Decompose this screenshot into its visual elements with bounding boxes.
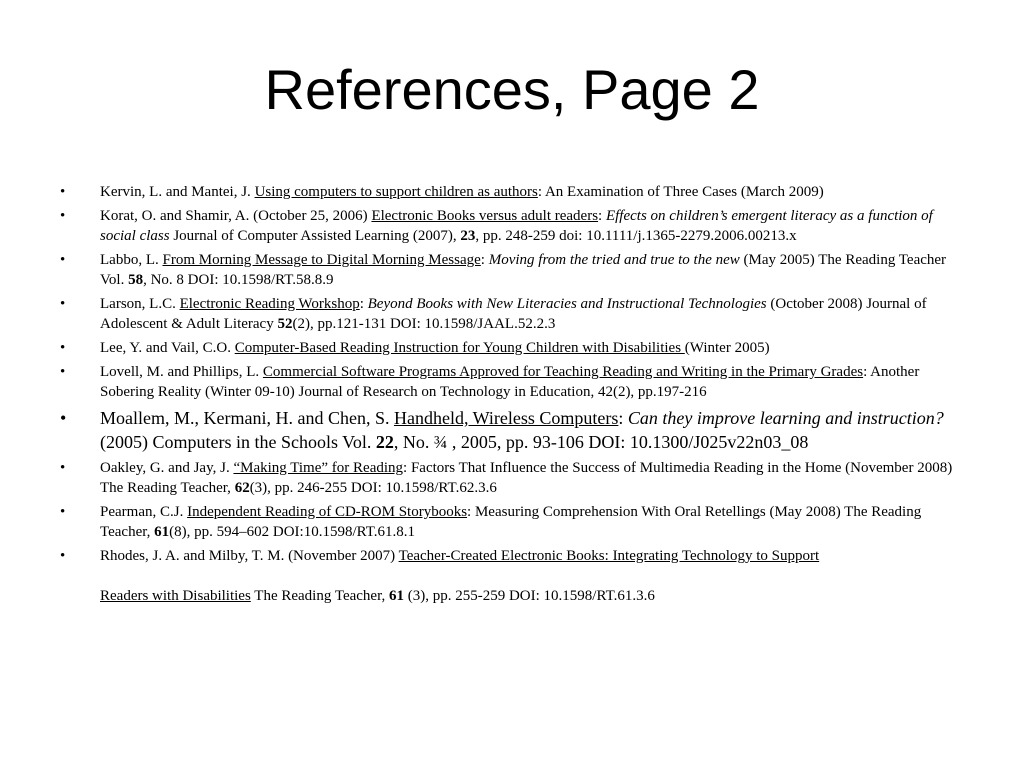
reference-text: Lovell, M. and Phillips, L.	[100, 364, 263, 380]
reference-item	[60, 406, 960, 454]
bullet-icon: •	[60, 184, 66, 200]
reference-text: , pp. 248-259 doi: 10.1111/j.1365-2279.2006.00213.x	[475, 228, 797, 244]
reference-text: (2005) Computers in the Schools Vol.	[100, 432, 376, 452]
reference-text: 22	[375, 432, 394, 452]
bullet-icon: •	[60, 252, 66, 268]
reference-text: , No. ¾ , 2005, pp. 93-106 DOI: 10.1300/J025v22n03_08	[393, 432, 809, 452]
reference-item	[60, 250, 960, 290]
line-gap	[100, 566, 960, 586]
reference-text: Rhodes, J. A. and Milby, T. M. (November 2007)	[100, 548, 399, 564]
reference-text: :	[618, 408, 628, 428]
reference-title: Teacher-Created Electronic Books: Integrating Technology to Support	[398, 548, 820, 564]
reference-text: (3), pp. 246-255 DOI: 10.1598/RT.62.3.6	[249, 480, 497, 496]
reference-text: :	[480, 252, 489, 268]
reference-text: Oakley, G. and Jay, J.	[100, 460, 234, 476]
reference-item	[60, 294, 960, 334]
bullet-icon: •	[60, 340, 66, 356]
reference-text: Larson, L.C.	[100, 296, 180, 312]
reference-item	[60, 458, 960, 498]
reference-text: : An Examination of Three Cases (March 2009)	[537, 184, 824, 200]
reference-text: (2), pp.121-131 DOI: 10.1598/JAAL.52.2.3	[292, 316, 556, 332]
reference-text: , No. 8 DOI: 10.1598/RT.58.8.9	[143, 272, 334, 288]
reference-text: :	[359, 296, 368, 312]
reference-text: 52	[277, 316, 293, 332]
reference-text: Lee, Y. and Vail, C.O.	[100, 340, 235, 356]
reference-title: Electronic Books versus adult readers	[371, 208, 599, 224]
reference-text: Kervin, L. and Mantei, J.	[100, 184, 255, 200]
reference-title: From Morning Message to Digital Morning Message	[162, 252, 481, 268]
reference-text: Can they improve learning and instruction?	[627, 408, 944, 428]
reference-text: :	[598, 208, 606, 224]
reference-text: 61	[154, 524, 170, 540]
reference-text: Pearman, C.J.	[100, 504, 188, 520]
reference-text: Moallem, M., Kermani, H. and Chen, S.	[100, 408, 394, 428]
bullet-icon: •	[60, 460, 66, 476]
reference-title: Using computers to support children as authors	[254, 184, 538, 200]
reference-item	[60, 502, 960, 542]
reference-title: Handheld, Wireless Computers	[393, 408, 619, 428]
reference-item	[60, 338, 960, 358]
reference-text: Effects on children’s emergent literacy as a function of social class	[100, 208, 933, 244]
reference-text: 61	[388, 588, 404, 604]
reference-item	[60, 546, 960, 606]
reference-item	[60, 362, 960, 402]
bullet-icon: •	[60, 296, 66, 312]
reference-title: Electronic Reading Workshop	[179, 296, 360, 312]
reference-title: Computer-Based Reading Instruction for Young Children with Disabilities	[234, 340, 685, 356]
bullet-icon: •	[60, 548, 66, 564]
reference-text: : Factors That Influence the Success of Multimedia Reading in the Home (November 2008) The Reading Teacher,	[100, 460, 953, 496]
bullet-icon: •	[60, 504, 66, 520]
reference-text: 62	[234, 480, 250, 496]
reference-text: Korat, O. and Shamir, A. (October 25, 2006)	[100, 208, 372, 224]
reference-text: Labbo, L.	[100, 252, 163, 268]
reference-text: (May 2005) The Reading Teacher Vol.	[100, 252, 947, 288]
reference-text: The Reading Teacher,	[250, 588, 389, 604]
reference-item	[60, 182, 960, 202]
bullet-icon: •	[60, 364, 66, 380]
reference-text: Moving from the tried and true to the new	[488, 252, 740, 268]
reference-title: “Making Time” for Reading	[233, 460, 404, 476]
reference-title: Commercial Software Programs Approved for Teaching Reading and Writing in the Primary Grades	[262, 364, 864, 380]
reference-item	[60, 206, 960, 246]
reference-text: Journal of Computer Assisted Learning (2007),	[169, 228, 461, 244]
reference-text: : Another Sobering Reality (Winter 09-10) Journal of Research on Technology in Education, 42(2), pp.197-216	[100, 364, 920, 400]
reference-text: (October 2008) Journal of Adolescent & Adult Literacy	[100, 296, 927, 332]
references-list	[60, 182, 960, 610]
bullet-icon: •	[60, 208, 66, 224]
reference-text: 58	[128, 272, 144, 288]
reference-title: Independent Reading of CD-ROM Storybooks	[187, 504, 468, 520]
bullet-icon: •	[60, 408, 67, 428]
reference-text: : Measuring Comprehension With Oral Retellings (May 2008) The Reading Teacher,	[100, 504, 922, 540]
reference-text: Beyond Books with New Literacies and Instructional Technologies	[367, 296, 767, 312]
reference-text: (3), pp. 255-259 DOI: 10.1598/RT.61.3.6	[403, 588, 655, 604]
reference-text: (Winter 2005)	[684, 340, 770, 356]
reference-text: 23	[460, 228, 476, 244]
slide-title: References, Page 2	[264, 58, 760, 121]
reference-text: (8), pp. 594–602 DOI:10.1598/RT.61.8.1	[169, 524, 416, 540]
reference-title: Readers with Disabilities	[100, 588, 251, 604]
